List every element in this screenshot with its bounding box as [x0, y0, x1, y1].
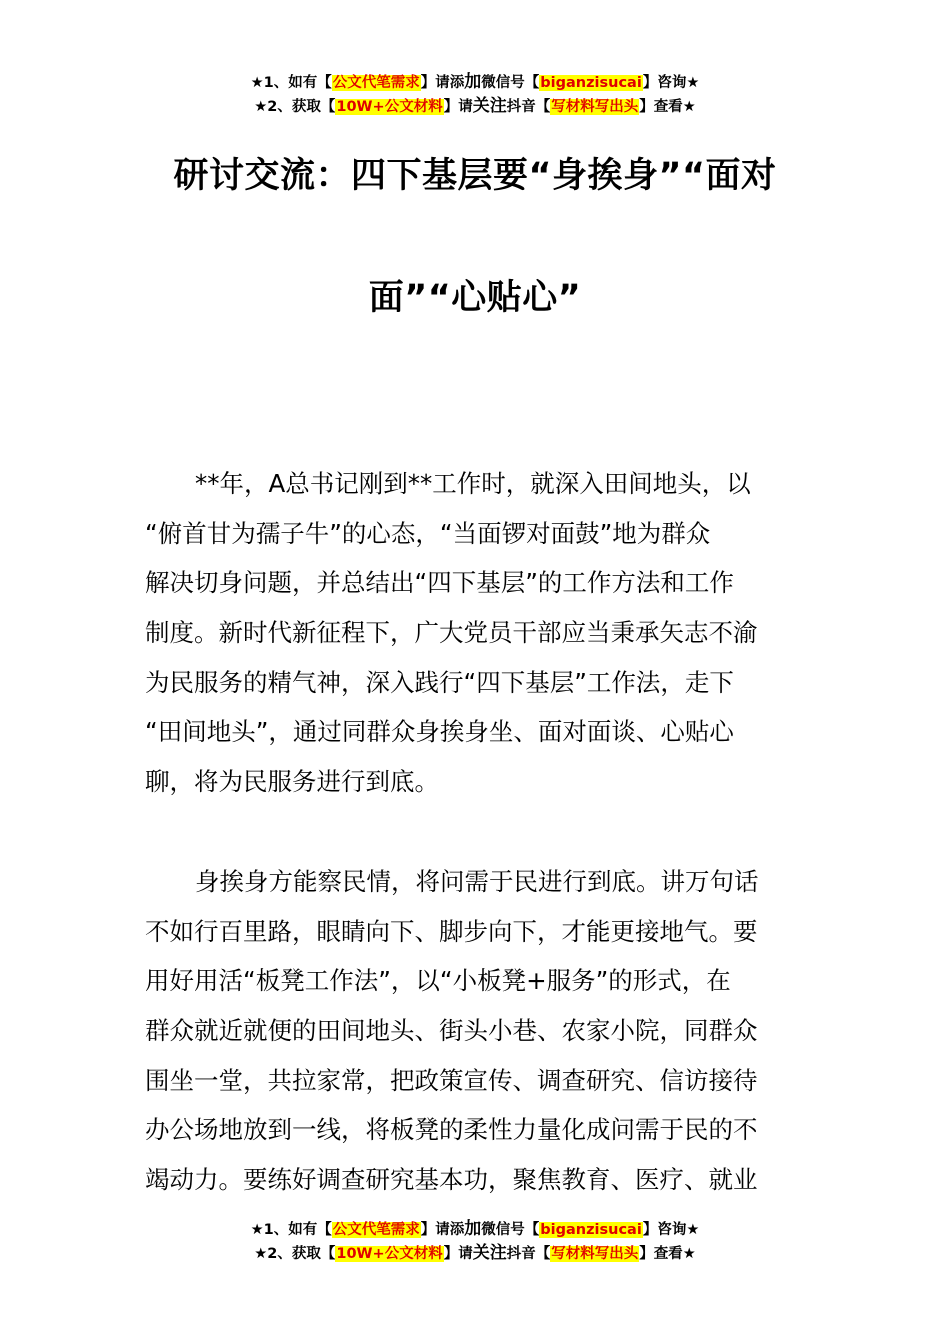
banner-highlight-service: 公文代笔需求: [332, 1222, 420, 1238]
page-title-line-2: 面”“心贴心”: [368, 278, 582, 318]
paragraph-line: 用好用活“板凳工作法”，以“小板凳+服务”的形式，在: [145, 966, 731, 996]
banner-highlight-service: 公文代笔需求: [332, 75, 420, 91]
paragraph-line: 解决切身问题，并总结出“四下基层”的工作方法和工作: [145, 568, 734, 598]
banner-text: 】查看★: [639, 99, 696, 115]
footer-banner: [0, 1217, 950, 1265]
banner-text: 】请: [443, 1246, 473, 1262]
banner-line-1: [0, 70, 950, 94]
banner-line-2: [0, 1241, 950, 1265]
paragraph-line: 身挨身方能察民情，将问需于民进行到底。讲万句话: [195, 867, 759, 896]
body-paragraph-2: [145, 857, 805, 1205]
banner-emphasis: 加: [464, 72, 482, 92]
banner-text: 抖音【: [506, 1246, 551, 1262]
paragraph-line: “俯首甘为孺子牛”的心态，“当面锣对面鼓”地为群众: [145, 518, 711, 548]
paragraph-line: 不如行百里路，眼睛向下、脚步向下，才能更接地气。要: [145, 916, 758, 946]
paragraph-line: “田间地头”，通过同群众身挨身坐、面对面谈、心贴心: [145, 717, 734, 747]
body-paragraph-1: [145, 459, 805, 807]
banner-text: ★2、获取【: [254, 1246, 336, 1262]
banner-text: 】请添: [420, 75, 465, 91]
banner-highlight-douyin-account: 写材料写出头: [551, 1246, 639, 1262]
banner-text: 】查看★: [639, 1246, 696, 1262]
paragraph-line: 群众就近就便的田间地头、街头小巷、农家小院，同群众: [145, 1016, 758, 1046]
page-title-line-1: 研讨交流：四下基层要“身挨身”“面对: [173, 156, 777, 196]
banner-emphasis: 加: [464, 1219, 482, 1239]
header-banner: [0, 70, 950, 118]
banner-line-1: [0, 1217, 950, 1241]
paragraph-line: 聊，将为民服务进行到底。: [145, 767, 439, 797]
banner-text: 微信号【: [481, 1222, 540, 1238]
banner-text: 微信号【: [481, 75, 540, 91]
banner-highlight-materials: 10W+公文材料: [336, 99, 443, 115]
banner-text: ★2、获取【: [254, 99, 336, 115]
paragraph-line: 为民服务的精气神，深入践行“四下基层”工作法，走下: [145, 667, 734, 697]
banner-text: ★1、如有【: [250, 75, 332, 91]
banner-line-2: [0, 94, 950, 118]
paragraph-line: 竭动力。要练好调查研究基本功，聚焦教育、医疗、就业: [145, 1165, 758, 1195]
banner-highlight-materials: 10W+公文材料: [336, 1246, 443, 1262]
paragraph-line: 围坐一堂，共拉家常，把政策宣传、调查研究、信访接待: [145, 1065, 758, 1095]
banner-text: 】请添: [420, 1222, 465, 1238]
paragraph-line: 办公场地放到一线，将板凳的柔性力量化成问需于民的不: [145, 1115, 758, 1145]
paragraph-line: 制度。新时代新征程下，广大党员干部应当秉承矢志不渝: [145, 618, 758, 648]
banner-text: 抖音【: [506, 99, 551, 115]
banner-text: 】咨询★: [642, 75, 700, 91]
banner-text: 】咨询★: [642, 1222, 700, 1238]
banner-emphasis: 关注: [472, 1243, 507, 1263]
banner-text: ★1、如有【: [250, 1222, 332, 1238]
banner-emphasis: 关注: [472, 96, 507, 116]
banner-highlight-wechat-id: biganzisucai: [540, 75, 642, 91]
banner-highlight-wechat-id: biganzisucai: [540, 1222, 642, 1238]
paragraph-line: **年，A总书记刚到**工作时，就深入田间地头，以: [195, 469, 751, 498]
banner-text: 】请: [443, 99, 473, 115]
banner-highlight-douyin-account: 写材料写出头: [551, 99, 639, 115]
